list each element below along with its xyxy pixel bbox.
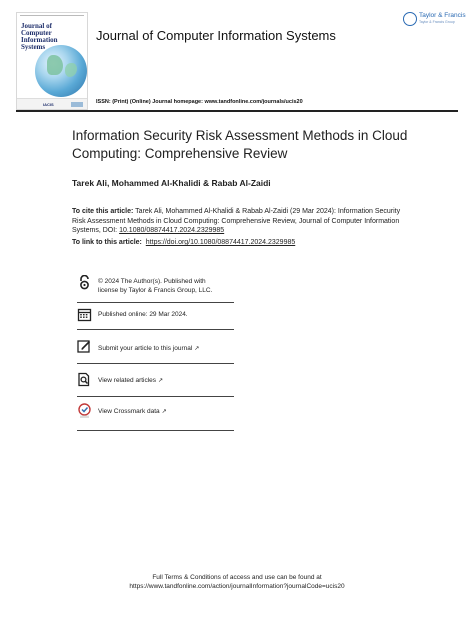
article-authors: Tarek Ali, Mohammed Al-Khalidi & Rabab Al-Zaidi (72, 178, 271, 188)
row-divider (77, 396, 234, 397)
cover-land-shape (47, 55, 63, 75)
issn-homepage-line[interactable]: ISSN: (Print) (Online) Journal homepage: www.tandfonline.com/journals/ucis20 (96, 99, 303, 105)
doi-link[interactable]: 10.1080/08874417.2024.2329985 (119, 227, 225, 234)
row-divider (77, 302, 234, 303)
row-divider (77, 329, 234, 330)
external-link-icon: ↗ (158, 378, 164, 384)
footer-line: Full Terms & Conditions of access and use can be found at (152, 574, 322, 581)
license-line: license by Taylor & Francis Group, LLC. (98, 286, 213, 294)
publisher-logo-name: Taylor & Francis (419, 12, 466, 19)
license-line: © 2024 The Author(s). Published with (98, 278, 206, 285)
license-text (98, 278, 212, 295)
submit-article-link[interactable] (98, 345, 199, 354)
article-link-line (72, 239, 295, 246)
cover-name-line: Journal of (21, 22, 52, 30)
article-url-link[interactable]: https://doi.org/10.1080/08874417.2024.2329985 (145, 239, 296, 246)
submit-article-label: Submit your article to this journal (98, 345, 193, 352)
row-divider (77, 430, 234, 431)
citation-block (72, 207, 402, 236)
journal-title[interactable]: Journal of Computer Information Systems (96, 28, 336, 43)
cite-text: Tarek Ali, Mohammed Al-Khalidi & Rabab Al-Zaidi (29 Mar 2024): Information Security Risk Assessment Methods in Cloud Computing: Comprehensive Review, Journal of Computer Information Systems, DOI: (72, 208, 401, 234)
cover-name-line: Computer (21, 29, 52, 37)
external-link-icon: ↗ (194, 346, 200, 352)
view-related-label: View related articles (98, 377, 157, 384)
article-title: Information Security Risk Assessment Methods in Cloud Computing: Comprehensive Review (72, 128, 408, 161)
crossmark-label: View Crossmark data (98, 408, 160, 415)
crossmark-link[interactable] (98, 408, 167, 417)
published-online-text: Published online: 29 Mar 2024. (98, 311, 188, 318)
cover-name-line: Information (21, 36, 58, 44)
cover-badge: IACIS (43, 102, 54, 107)
external-link-icon: ↗ (161, 409, 167, 415)
publisher-logo-icon (403, 12, 417, 26)
view-related-icon (77, 372, 92, 387)
link-label: To link to this article: (72, 239, 142, 246)
cover-name-line: Systems (21, 43, 46, 51)
publisher-logo-subtitle: Taylor & Francis Group (419, 20, 455, 24)
view-related-link[interactable] (98, 377, 163, 386)
journal-cover-image (16, 12, 88, 110)
footer-terms (0, 573, 474, 591)
header-divider (16, 110, 458, 112)
calendar-icon (77, 307, 92, 322)
submit-article-icon (77, 339, 92, 354)
cover-top-line (20, 15, 84, 16)
publisher-logo[interactable] (403, 11, 473, 33)
crossmark-icon (77, 403, 92, 418)
cite-label: To cite this article: (72, 208, 134, 215)
row-divider (77, 363, 234, 364)
cover-publisher-mark (71, 102, 83, 107)
footer-url-link[interactable]: https://www.tandfonline.com/action/journalInformation?journalCode=ucis20 (129, 583, 345, 590)
open-access-icon (77, 275, 92, 290)
